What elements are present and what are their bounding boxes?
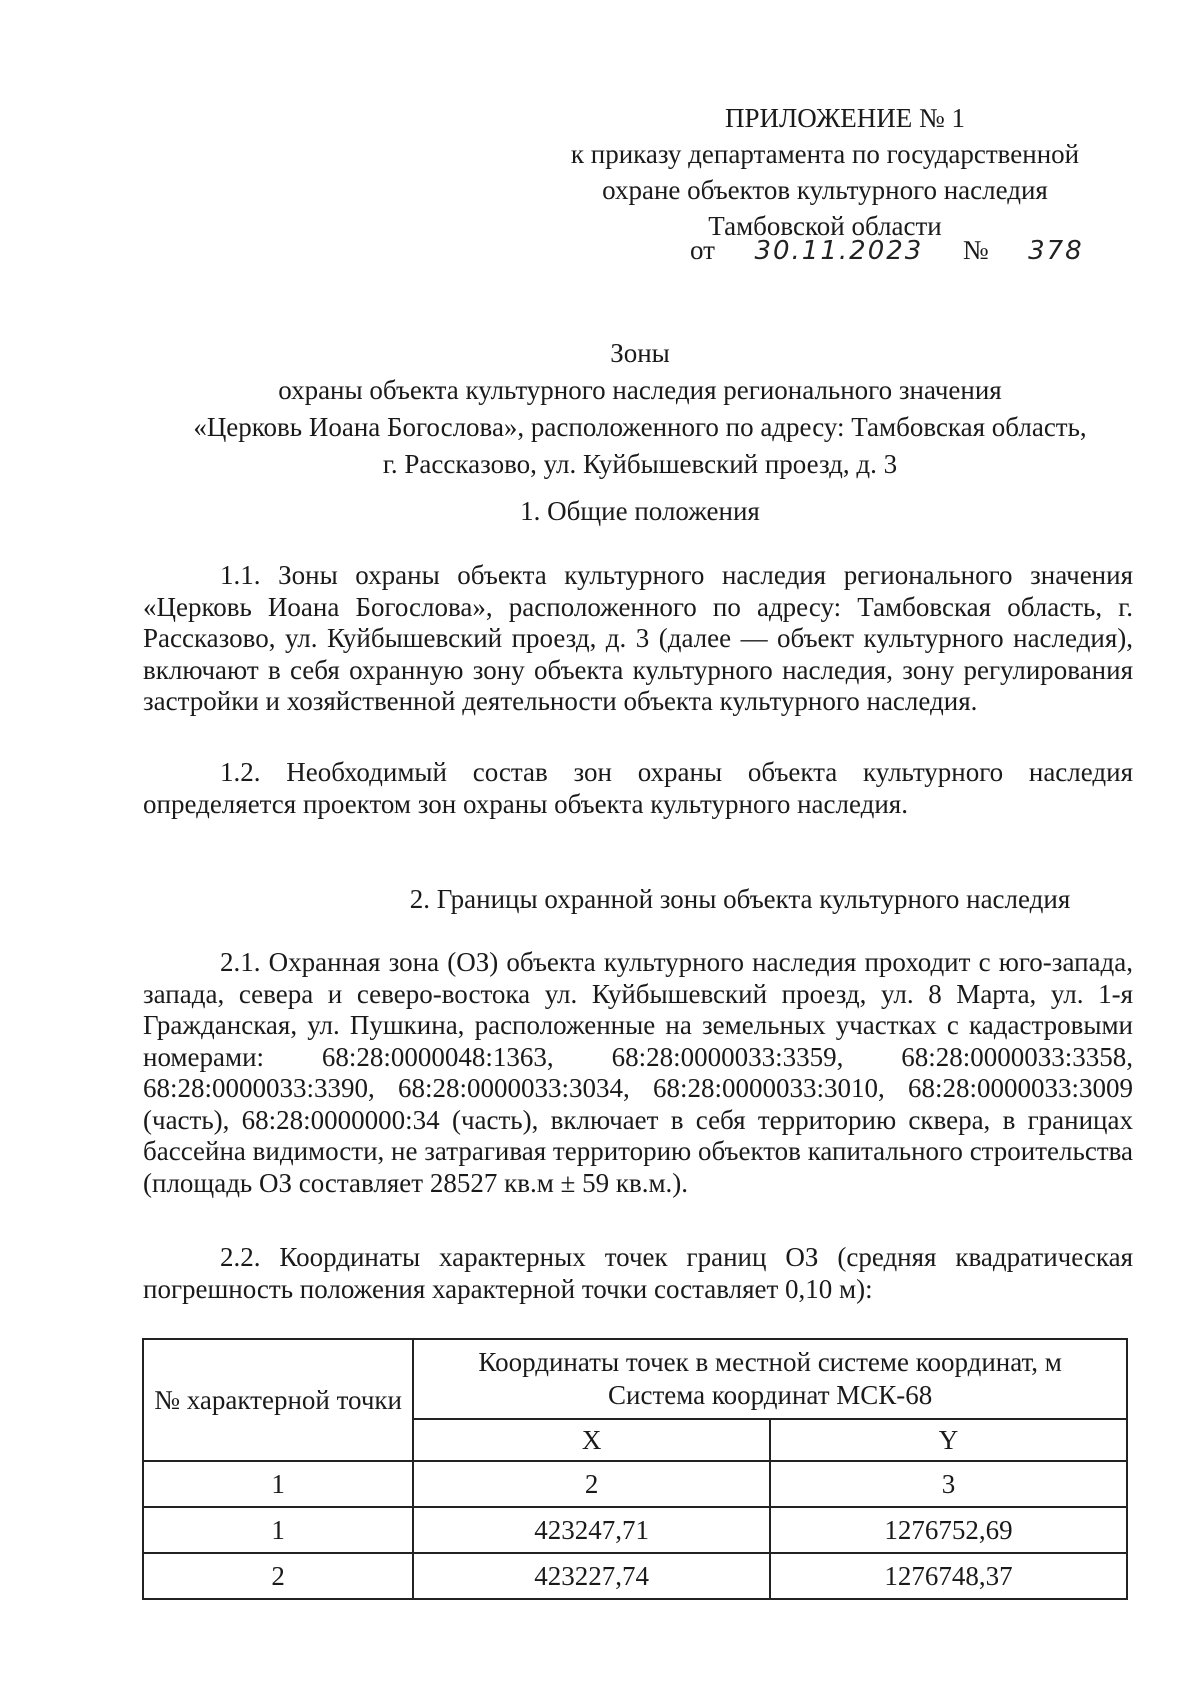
- number-label: №: [962, 235, 989, 265]
- paragraph-2-2-text: 2.2. Координаты характерных точек границ ОЗ (средняя квадратическая погрешность положения характерной точки составляет 0,10 м):: [143, 1242, 1133, 1304]
- document-title: [140, 335, 1140, 483]
- table-row: [143, 1553, 1127, 1599]
- column-number: 3: [770, 1461, 1127, 1507]
- title-line-1: Зоны: [610, 338, 670, 368]
- x-header: X: [413, 1419, 770, 1461]
- table-header-row: [143, 1339, 1127, 1419]
- appendix-line-3: Тамбовской области: [708, 211, 942, 241]
- column-number: 2: [413, 1461, 770, 1507]
- y-header: Y: [770, 1419, 1127, 1461]
- point-number-cell: 1: [143, 1507, 413, 1553]
- coordinates-header-line-2: Система координат МСК-68: [608, 1380, 933, 1410]
- paragraph-2-1: [143, 947, 1133, 1199]
- coordinates-table: [142, 1338, 1128, 1600]
- paragraph-2-1-text: 2.1. Охранная зона (ОЗ) объекта культурного наследия проходит с юго-запада, запада, севера и северо-востока ул. Куйбышевский проезд, ул. 8 Марта, ул. 1-я Гражданская, ул. Пушкина, расположенные на земельных участках с кадастровыми номерами: 68:28:0000048:1363, 68:28:0000033:3359, 68:28:0000033:3358, 68:28:0000033:3390, 68:28:0000033:3034, 68:28:0000033:3010, 68:28:0000033:3009 (часть), 68:28:0000000:34 (часть), включает в себя территорию сквера, в границах бассейна видимости, не затрагивая территорию объектов капитального строительства (площадь ОЗ составляет 28527 кв.м ± 59 кв.м.).: [143, 947, 1133, 1198]
- coordinates-header: [413, 1339, 1127, 1419]
- appendix-title: ПРИЛОЖЕНИЕ № 1: [724, 103, 966, 133]
- handwritten-date: 30.11.2023: [754, 236, 924, 266]
- appendix-line-2: охране объектов культурного наследия: [602, 175, 1048, 205]
- order-date-line: [690, 232, 1084, 269]
- appendix-header: [520, 100, 1130, 244]
- point-number-cell: 2: [143, 1553, 413, 1599]
- appendix-line-1: к приказу департамента по государственной: [570, 139, 1080, 169]
- x-coordinate-cell: 423227,74: [413, 1553, 770, 1599]
- coordinates-header-line-1: Координаты точек в местной системе координат, м: [478, 1347, 1062, 1377]
- point-number-header: № характерной точки: [143, 1339, 413, 1461]
- handwritten-number: 378: [1028, 236, 1084, 266]
- paragraph-1-1-text: 1.1. Зоны охраны объекта культурного наследия регионального значения «Церковь Иоана Богослова», расположенного по адресу: Тамбовская область, г. Рассказово, ул. Куйбышевский проезд, д. 3 (далее — объект культурного наследия), включают в себя охранную зону объекта культурного наследия, зону регулирования застройки и хозяйственной деятельности объекта культурного наследия.: [143, 560, 1133, 716]
- section-1-heading: 1. Общие положения: [520, 496, 760, 526]
- column-number: 1: [143, 1461, 413, 1507]
- paragraph-1-2-text: 1.2. Необходимый состав зон охраны объекта культурного наследия определяется проектом зон охраны объекта культурного наследия.: [143, 757, 1133, 819]
- table-row: [143, 1507, 1127, 1553]
- from-label: от: [690, 235, 715, 265]
- x-coordinate-cell: 423247,71: [413, 1507, 770, 1553]
- title-line-4: г. Рассказово, ул. Куйбышевский проезд, д. 3: [382, 449, 898, 479]
- section-2-heading: 2. Границы охранной зоны объекта культурного наследия: [409, 884, 1071, 914]
- paragraph-1-2: [143, 757, 1133, 820]
- paragraph-1-1: [143, 560, 1133, 718]
- title-line-2: охраны объекта культурного наследия регионального значения: [278, 375, 1002, 405]
- paragraph-2-2: [143, 1242, 1133, 1305]
- y-coordinate-cell: 1276748,37: [770, 1553, 1127, 1599]
- y-coordinate-cell: 1276752,69: [770, 1507, 1127, 1553]
- title-line-3: «Церковь Иоана Богослова», расположенного по адресу: Тамбовская область,: [193, 412, 1087, 442]
- column-numbering-row: [143, 1461, 1127, 1507]
